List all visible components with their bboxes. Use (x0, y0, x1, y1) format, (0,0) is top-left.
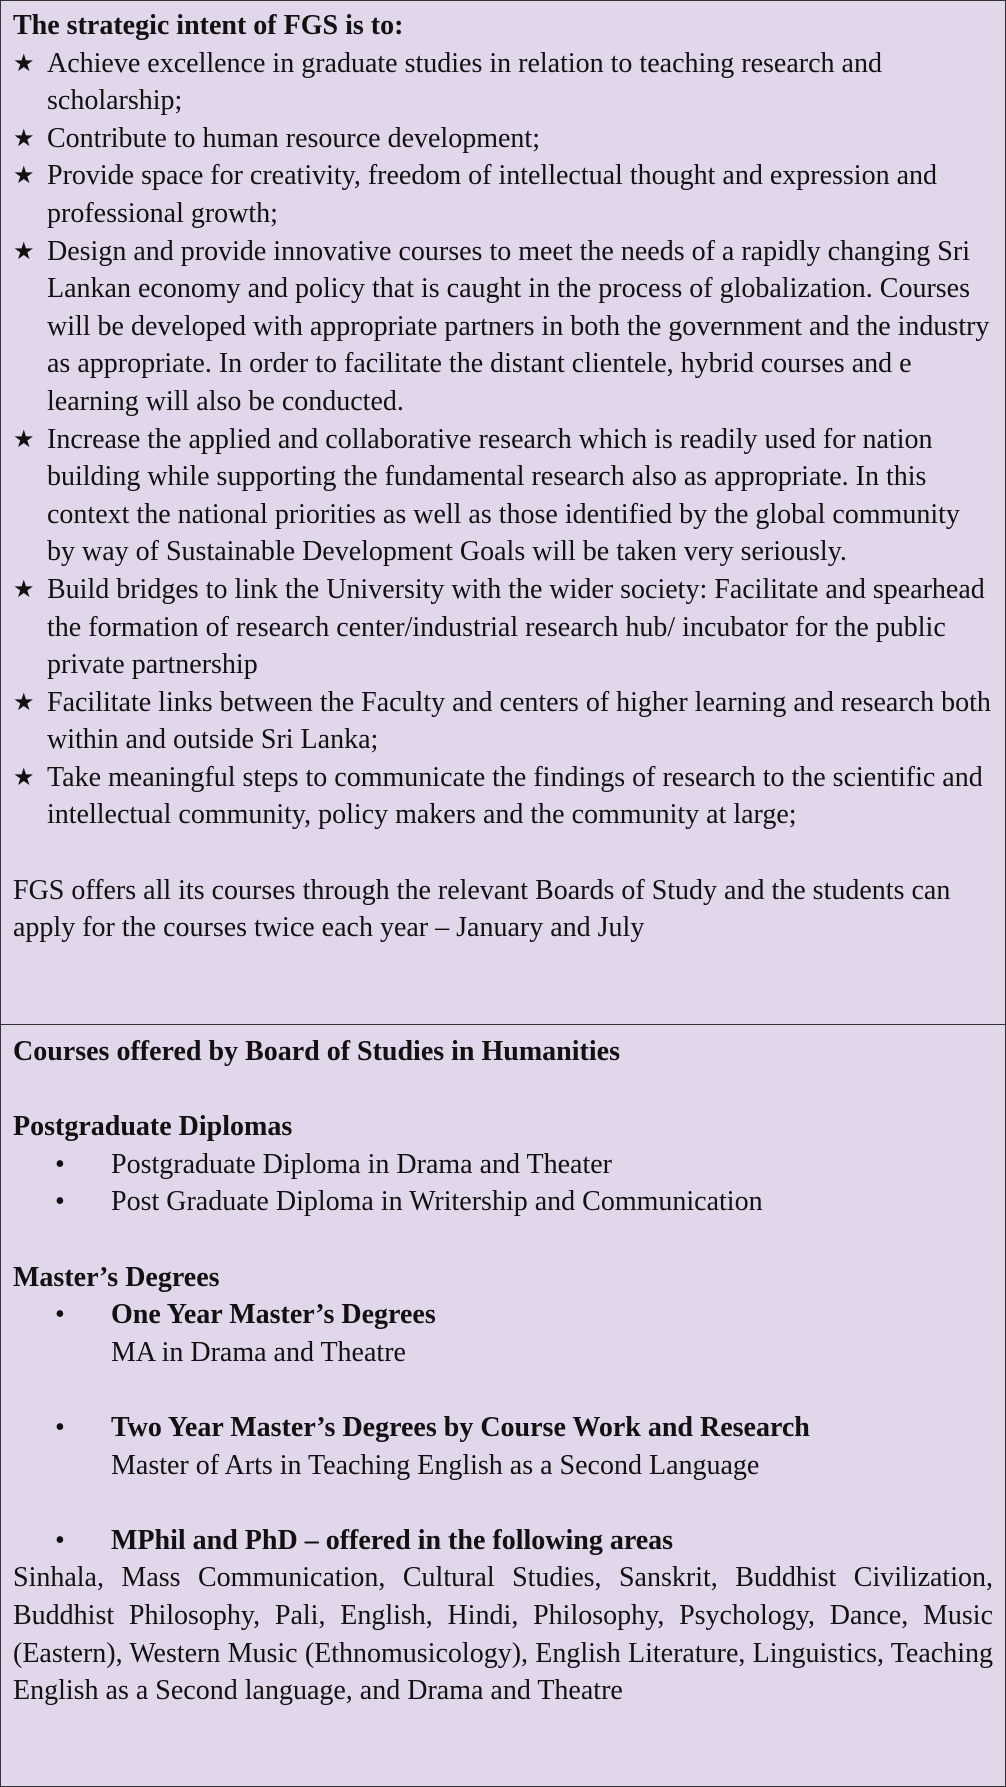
strategic-intent-content (13, 7, 993, 947)
star-icon: ★ (13, 762, 35, 791)
humanities-content (13, 1033, 993, 1710)
strategic-intent-list (13, 45, 993, 834)
diploma-item (13, 1146, 993, 1184)
strategic-closing-text: FGS offers all its courses through the relevant Boards of Study and the students can apply for the courses twice each year – January and July (13, 874, 951, 944)
diplomas-list (13, 1146, 993, 1221)
strategic-item (13, 120, 993, 158)
strategic-intent-heading: The strategic intent of FGS is to: (13, 10, 404, 41)
spacer (13, 1071, 993, 1109)
diploma-item-text: Post Graduate Diploma in Writership and Communication (111, 1186, 763, 1218)
spacer (13, 1484, 993, 1522)
star-icon: ★ (13, 687, 35, 716)
humanities-heading: Courses offered by Board of Studies in Humanities (13, 1036, 620, 1067)
masters-heading: Master’s Degrees (13, 1261, 220, 1293)
spacer (13, 1221, 993, 1259)
bullet-icon: • (55, 1148, 65, 1180)
strategic-item (13, 684, 993, 759)
strategic-item-text: Design and provide innovative courses to meet the needs of a rapidly changing Sri Lankan economy and policy that is caught in the process of globalization. Courses will be developed with appropriate partners in both the government and the industry as appropriate. In order to facilitate the distant clientele, hybrid courses and e learning will also be conducted. (47, 235, 990, 417)
diplomas-heading: Postgraduate Diplomas (13, 1111, 293, 1143)
strategic-item-text: Provide space for creativity, freedom of intellectual thought and expression and professional growth; (47, 160, 937, 229)
mphil-list (13, 1522, 993, 1560)
masters-two-year-item (13, 1409, 993, 1484)
bullet-icon: • (55, 1411, 65, 1443)
strategic-item-text: Take meaningful steps to communicate the findings of research to the scientific and intellectual community, policy makers and the community at large; (47, 761, 983, 831)
strategic-item-text: Increase the applied and collaborative research which is readily used for nation building while supporting the fundamental research also as appropriate. In this context the national priorities as well as those identified by the global community by way of Sustainable Development Goals will be taken very seriously. (47, 423, 960, 568)
masters-one-year-title: One Year Master’s Degrees (111, 1299, 436, 1331)
mphil-title: MPhil and PhD – offered in the following areas (111, 1524, 674, 1556)
bullet-icon: • (55, 1186, 65, 1218)
star-icon: ★ (13, 236, 35, 265)
mphil-item (13, 1522, 993, 1560)
mphil-areas-text: Sinhala, Mass Communication, Cultural Studies, Sanskrit, Buddhist Civilization, Buddhist Philosophy, Pali, English, Hindi, Philosophy, Psychology, Dance, Music (Eastern), Western Music (Ethnomusicology), English Literature, Linguistics, Teaching English as a Second language, and Drama and Theatre (13, 1562, 993, 1707)
strategic-item (13, 233, 993, 421)
masters-two-year-title: Two Year Master’s Degrees by Course Work and Research (111, 1411, 810, 1443)
diploma-item (13, 1183, 993, 1221)
star-icon: ★ (13, 48, 35, 77)
strategic-intent-section (1, 1, 1005, 1025)
diploma-item-text: Postgraduate Diploma in Drama and Theater (111, 1148, 612, 1180)
star-icon: ★ (13, 123, 35, 152)
strategic-item-text: Contribute to human resource development; (47, 122, 540, 154)
strategic-item (13, 157, 993, 232)
masters-two-year-course: Master of Arts in Teaching English as a Second Language (111, 1449, 760, 1481)
masters-list-two (13, 1409, 993, 1484)
strategic-item (13, 759, 993, 834)
strategic-item-text: Achieve excellence in graduate studies in relation to teaching research and scholarship; (47, 47, 882, 117)
humanities-section (1, 1025, 1005, 1786)
strategic-item (13, 571, 993, 684)
strategic-item-text: Build bridges to link the University with the wider society: Facilitate and spearhead the formation of research center/industrial research hub/ incubator for the public private partnership (47, 573, 985, 681)
masters-list (13, 1296, 993, 1371)
bullet-icon: • (55, 1299, 65, 1331)
strategic-item-text: Facilitate links between the Faculty and centers of higher learning and research both within and outside Sri Lanka; (47, 686, 991, 756)
spacer (13, 1371, 993, 1409)
masters-one-year-item (13, 1296, 993, 1371)
star-icon: ★ (13, 574, 35, 603)
strategic-item (13, 45, 993, 120)
masters-one-year-course: MA in Drama and Theatre (111, 1336, 406, 1368)
star-icon: ★ (13, 424, 35, 453)
bullet-icon: • (55, 1524, 65, 1556)
star-icon: ★ (13, 161, 35, 190)
strategic-item (13, 421, 993, 571)
spacer (13, 834, 993, 872)
